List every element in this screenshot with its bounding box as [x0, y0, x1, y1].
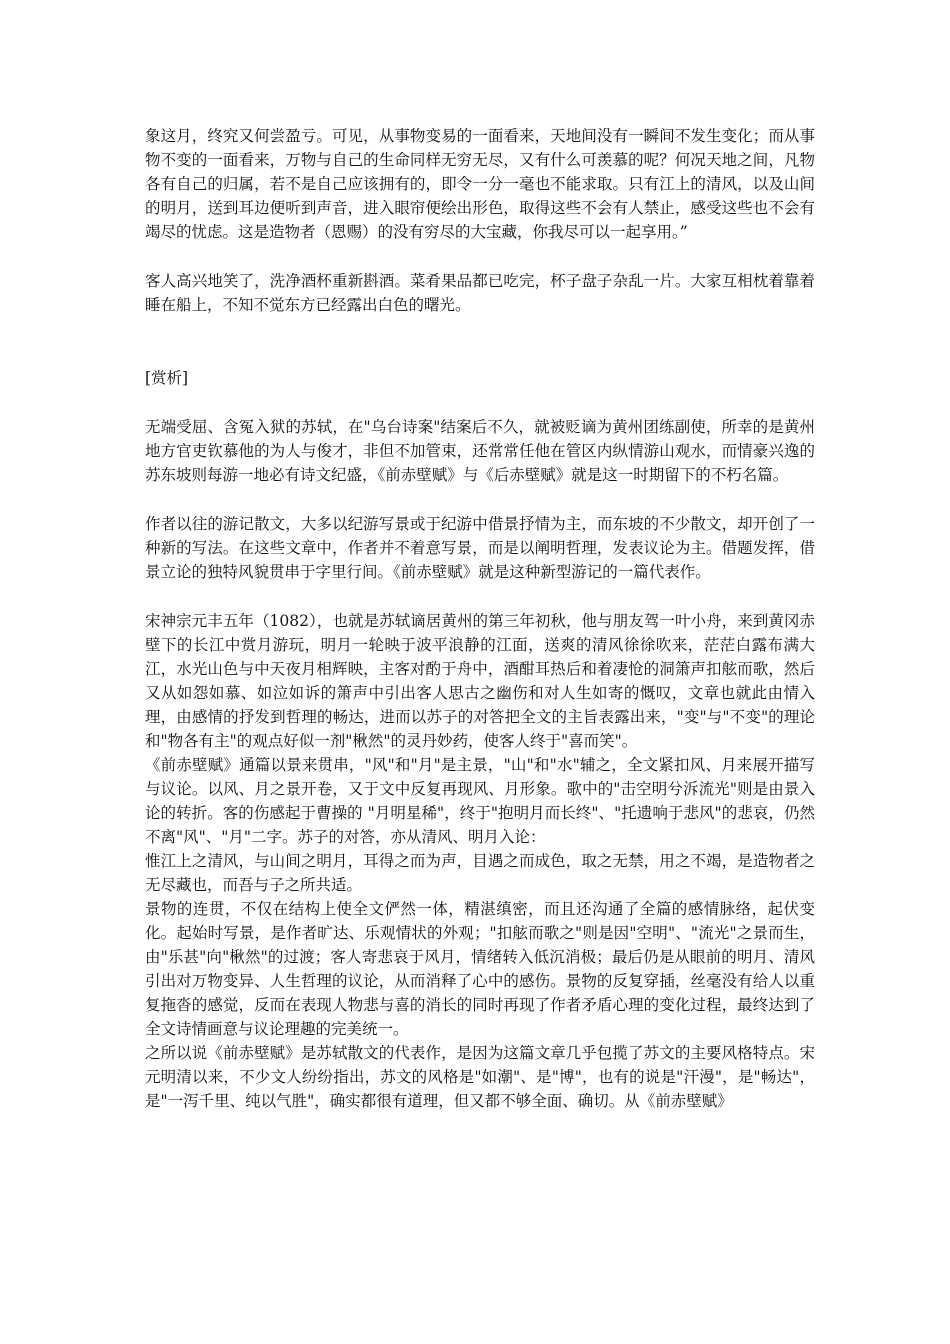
document-page: [145, 124, 815, 1113]
paragraph-6: 《前赤壁赋》通篇以景来贯串，"风"和"月"是主景，"山"和"水"辅之，全文紧扣风、月来展开描写与议论。以风、月之景开卷，又于文中反复再现风、月形象。歌中的"击空明兮泝流光"则是由景入论的转折。客的伤感起于曹操的 "月明星稀"，终于"抱明月而长终"、"托遗响于悲风"的悲哀，仍然不离"风"、"月"二字。苏子的对答，亦从清风、明月入论：: [145, 756, 815, 846]
paragraph-quote: 惟江上之清风，与山间之明月，耳得之而为声，目遇之而成色，取之无禁，用之不竭，是造物者之无尽藏也，而吾与子之所共适。: [145, 852, 815, 894]
paragraph-4: 作者以往的游记散文，大多以纪游写景或于纪游中借景抒情为主，而东坡的不少散文，却开创了一种新的写法。在这些文章中，作者并不着意写景，而是以阐明哲理，发表议论为主。借题发挥，借景立论的独特风貌贯串于字里行间。《前赤壁赋》就是这种新型游记的一篇代表作。: [145, 515, 815, 581]
paragraph-5: 宋神宗元丰五年（1082），也就是苏轼谪居黄州的第三年初秋，他与朋友驾一叶小舟，来到黄冈赤壁下的长江中赏月游玩，明月一轮映于波平浪静的江面，送爽的清风徐徐吹来，茫茫白露布满大江，水光山色与中天夜月相辉映，主客对酌于舟中，酒酣耳热后和着凄怆的洞箫声扣舷而歌，然后又从如怨如慕、如泣如诉的箫声中引出客人思古之幽伤和对人生如寄的慨叹，文章也就此由情入理，由感情的抒发到哲理的畅达，进而以苏子的对答把全文的主旨表露出来，"变"与"不变"的理论和"物各有主"的观点好似一剂"楸然"的灵丹妙药，使客人终于"喜而笑"。: [145, 612, 815, 750]
paragraph-3: 无端受屈、含冤入狱的苏轼，在"乌台诗案"结案后不久，就被贬谪为黄州团练副使，所幸的是黄州地方官吏钦慕他的为人与俊才，非但不加管束，还常常任他在管区内纵情游山观水，而情豪兴逸的苏东坡则每游一地必有诗文纪盛，《前赤壁赋》与《后赤壁赋》就是这一时期留下的不朽名篇。: [145, 418, 815, 484]
paragraph-1: 象这月，终究又何尝盈亏。可见，从事物变易的一面看来，天地间没有一瞬间不发生变化；而从事物不变的一面看来，万物与自己的生命同样无穷无尽，又有什么可羡慕的呢？何况天地之间，凡物各有自己的归属，若不是自己应该拥有的，即令一分一毫也不能求取。只有江上的清风，以及山间的明月，送到耳边便听到声音，进入眼帘便绘出形色，取得这些不会有人禁止，感受这些也不会有竭尽的忧虑。这是造物者（恩赐）的没有穷尽的大宝藏，你我尽可以一起享用。”: [145, 127, 815, 241]
paragraph-7: 景物的连贯，不仅在结构上使全文俨然一体，精湛缜密，而且还沟通了全篇的感情脉络，起伏变化。起始时写景，是作者旷达、乐观情状的外观；"扣舷而歌之"则是因"空明"、"流光"之景而生，由"乐甚"向"楸然"的过渡；客人寄悲哀于风月，情绪转入低沉消极；最后仍是从眼前的明月、清风引出对万物变异、人生哲理的议论，从而消释了心中的感伤。景物的反复穿插，丝毫没有给人以重复拖沓的感觉，反而在表现人物悲与喜的消长的同时再现了作者矛盾心理的变化过程，最终达到了全文诗情画意与议论理趣的完美统一。: [145, 900, 815, 1038]
section-heading-appreciation: [赏析]: [145, 369, 189, 387]
paragraph-8: 之所以说《前赤壁赋》是苏轼散文的代表作，是因为这篇文章几乎包揽了苏文的主要风格特点。宋元明清以来，不少文人纷纷指出，苏文的风格是"如潮"、是"博"，也有的说是"汗漫"，是"畅达"，是"一泻千里、纯以气胜"，确实都很有道理，但又都不够全面、确切。从《前赤壁赋》: [145, 1044, 815, 1110]
paragraph-2: 客人高兴地笑了，洗净酒杯重新斟酒。菜肴果品都已吃完，杯子盘子杂乱一片。大家互相枕着靠着睡在船上，不知不觉东方已经露出白色的曙光。: [145, 272, 815, 314]
